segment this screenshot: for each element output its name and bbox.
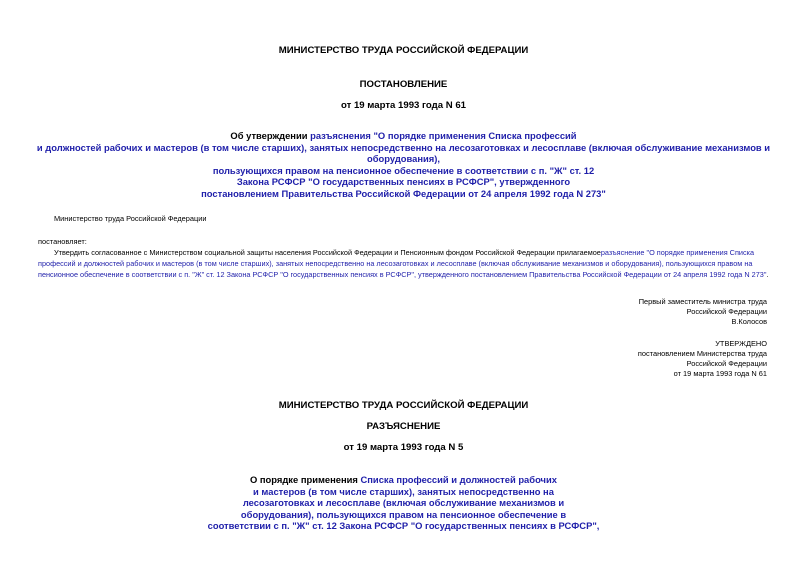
approval-heading: УТВЕРЖДЕНО: [715, 339, 767, 348]
body-line-2[interactable]: профессий и должностей рабочих и мастеров (в том числе старших), занятых непосредственно на лесозаготовках и лесосплаве (включая обслуживание механизмов и оборудования), пользующихся правом на: [38, 259, 753, 269]
clarification-date-number: от 19 марта 1993 года N 5: [343, 442, 464, 453]
clar-title-line-5[interactable]: соответствии с п. "Ж" ст. 12 Закона РСФСР "О государственных пенсиях в РСФСР",: [207, 520, 600, 531]
title-plain-text: Об утверждении: [230, 130, 311, 141]
signature-block: [639, 297, 767, 327]
signature-name: В.Колосов: [731, 317, 767, 326]
document-type-heading: ПОСТАНОВЛЕНИЕ: [359, 79, 448, 90]
approval-line-2: постановлением Министерства труда: [637, 349, 767, 358]
clar-title-line-2[interactable]: и мастеров (в том числе старших), занятых непосредственно на: [253, 485, 554, 497]
title-line-5[interactable]: Закона РСФСР "О государственных пенсиях в РСФСР", утвержденного: [236, 176, 571, 187]
issuer-text: Министерство труда Российской Федерации: [54, 214, 207, 223]
ministry-heading: МИНИСТЕРСТВО ТРУДА РОССИЙСКОЙ ФЕДЕРАЦИИ: [278, 45, 529, 56]
title-line-1: [0, 130, 807, 142]
approval-line-4: от 19 марта 1993 года N 61: [673, 369, 767, 378]
ministry-heading-2: МИНИСТЕРСТВО ТРУДА РОССИЙСКОЙ ФЕДЕРАЦИИ: [278, 400, 529, 411]
clar-title-line-3[interactable]: лесозаготовках и лесосплаве (включая обслуживание механизмов и: [242, 497, 565, 508]
body-line-1: [38, 247, 770, 258]
clar-title-plain: О порядке применения: [250, 474, 361, 485]
body-period: .: [766, 270, 769, 280]
body-plain-text: Утвердить согласованное с Министерством социальной защиты населения Российской Федерации и Пенсионным фондом Российской Федерации прилагаемое: [54, 248, 601, 257]
approval-block: [638, 339, 767, 379]
clarification-title: [0, 474, 807, 532]
title-line-4[interactable]: пользующихся правом на пенсионное обеспечение в соответствии с п. "Ж" ст. 12: [212, 164, 595, 176]
document-date-number: от 19 марта 1993 года N 61: [340, 100, 467, 111]
decides-text: постановляет:: [38, 237, 87, 246]
title-clarification-link[interactable]: разъяснения "О порядке применения Списка профессий: [310, 130, 577, 141]
clar-title-line-1: [0, 474, 807, 486]
clar-title-list-link[interactable]: Списка профессий и должностей рабочих: [360, 474, 557, 485]
clarification-heading: РАЗЪЯСНЕНИЕ: [366, 421, 441, 432]
resolution-paragraph: [38, 247, 770, 281]
title-line-3[interactable]: оборудования),: [367, 153, 440, 164]
signature-organization: Российской Федерации: [686, 307, 767, 316]
body-link-end[interactable]: пенсионное обеспечение в соответствии с п. "Ж" ст. 12 Закона РСФСР "О государственных пенсиях в РСФСР", утвержденного постановлением Правительства Российской Федерации от 24 апреля 1992 года N 273": [38, 270, 767, 280]
document-title: [0, 130, 807, 199]
body-line-3: [38, 269, 770, 280]
body-clarification-link[interactable]: разъяснение "О порядке применения Списка: [600, 248, 755, 257]
title-line-6[interactable]: постановлением Правительства Российской Федерации от 24 апреля 1992 года N 273": [201, 187, 606, 199]
approval-line-3: Российской Федерации: [686, 359, 767, 368]
title-line-2[interactable]: и должностей рабочих и мастеров (в том числе старших), занятых непосредственно на лесозаготовках и лесосплаве (включая обслуживание механизмов и: [36, 141, 771, 153]
clar-title-line-4[interactable]: оборудования), пользующихся правом на пенсионное обеспечение в: [240, 508, 567, 520]
signature-position: Первый заместитель министра труда: [638, 297, 767, 306]
